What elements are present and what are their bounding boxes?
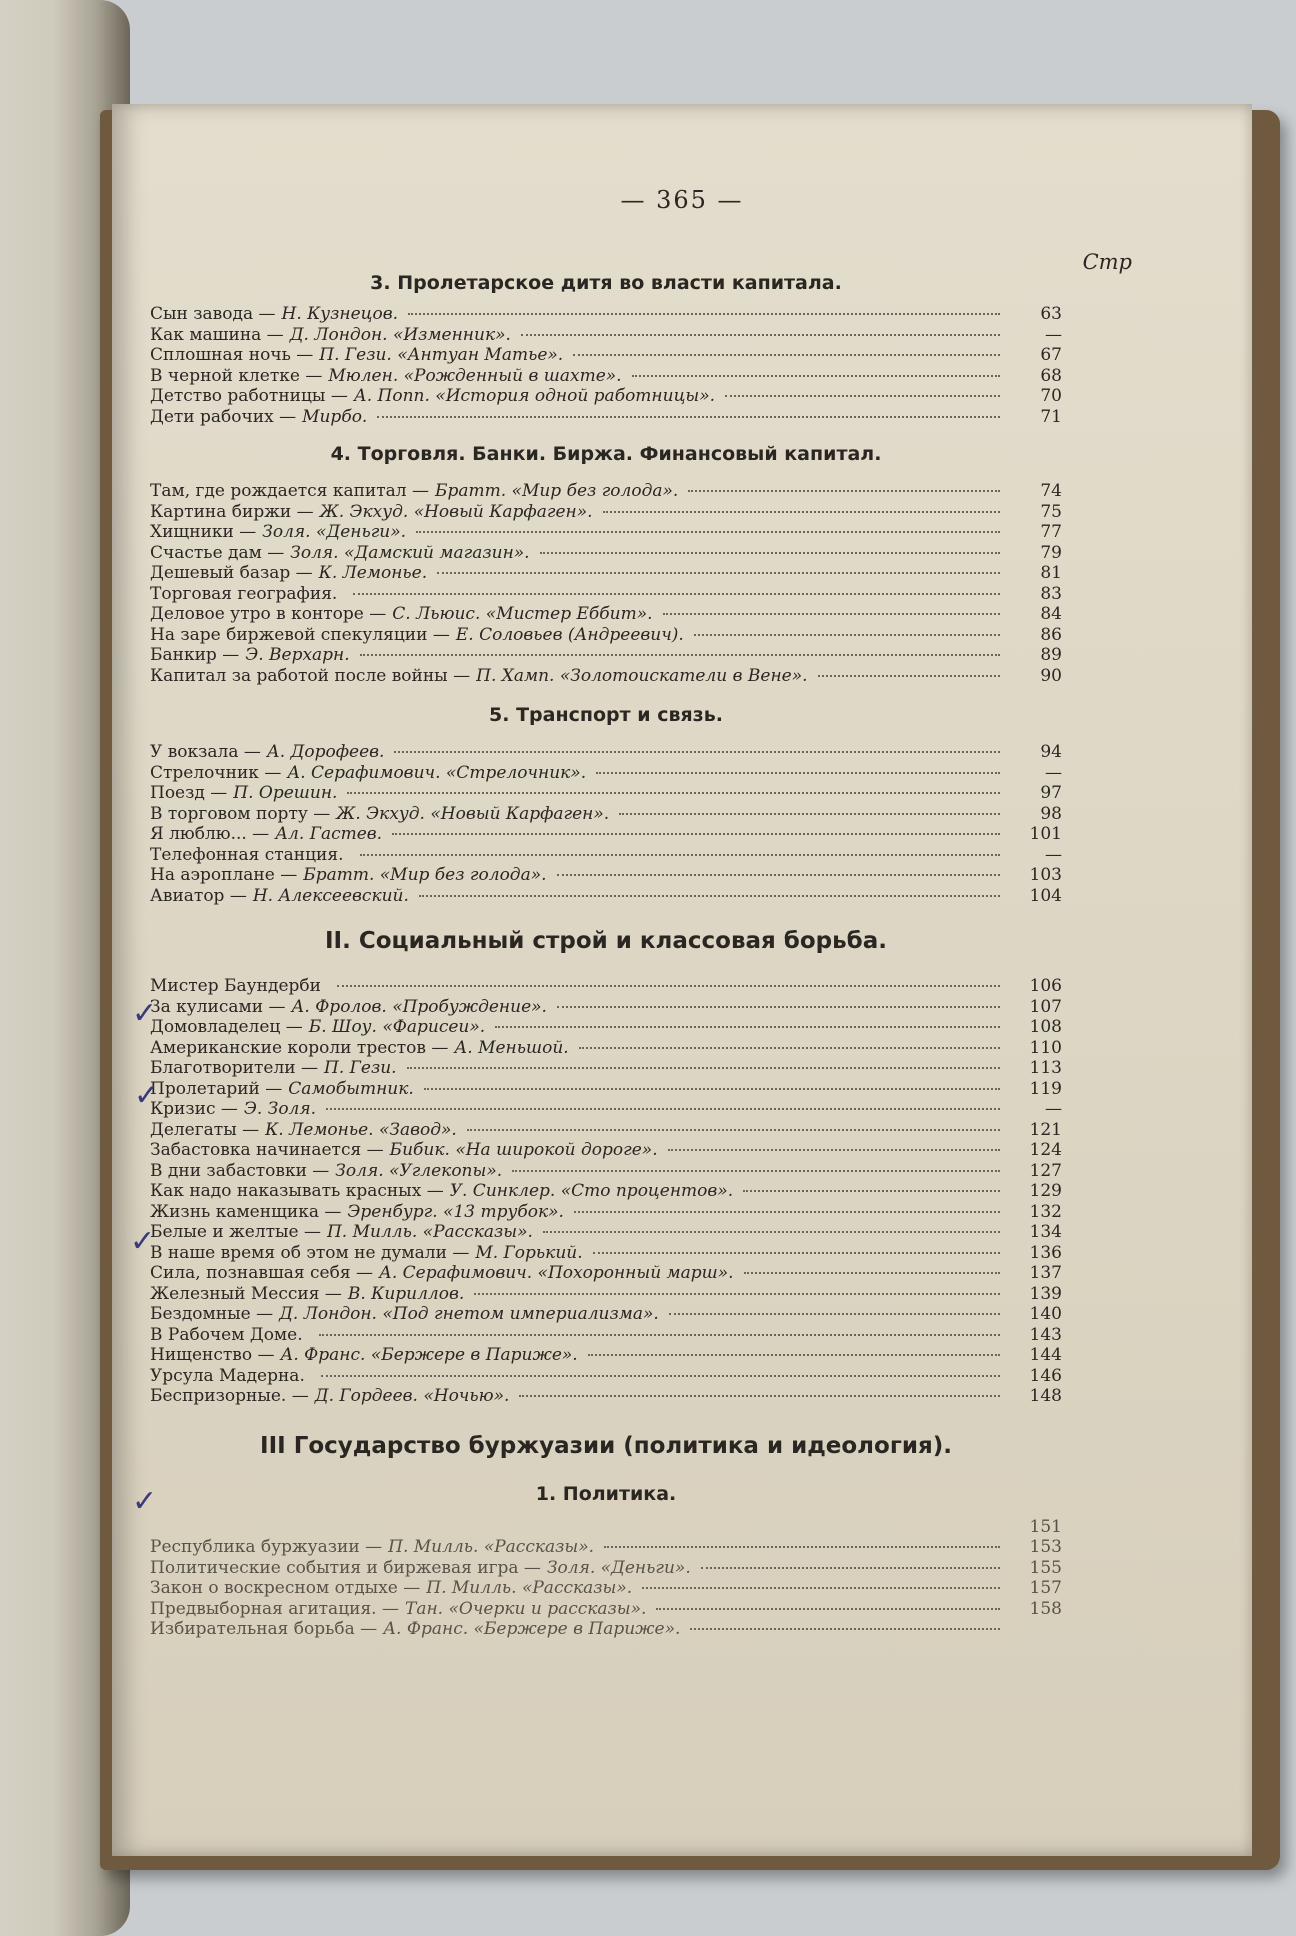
toc-entry [150,345,1062,366]
entry-page: 70 [1040,386,1062,406]
entry-page: 90 [1040,665,1062,686]
entry-page: 153 [1029,1537,1062,1557]
entry-source: Братт. «Мир без голода». [303,865,547,885]
entry-source: Бибик. «На широкой дороге». [389,1140,658,1160]
entry-title: Там, где рождается капитал — [150,481,429,501]
entry-page: 101 [1029,824,1062,844]
entry-source: Золя. «Углекопы». [335,1160,503,1181]
toc-entry [150,563,1062,584]
toc-entry [150,366,1062,387]
entry-title: Авиатор — [150,885,247,906]
toc-entry [150,976,1062,997]
entry-page: 104 [1029,885,1062,906]
toc-entry [150,1619,1062,1640]
leader-dots [408,312,1000,315]
leader-dots [326,1107,1000,1110]
entry-title: Кризис — [150,1099,238,1119]
toc-entry [150,845,1062,866]
toc-entry [150,1079,1062,1100]
entry-title: Капитал за работой после войны — [150,665,471,686]
entry-title: Бездомные — [150,1304,274,1324]
leader-dots [604,1545,1000,1548]
toc-entry [150,1558,1062,1579]
entry-list [150,304,1062,427]
entry-page: 79 [1040,542,1062,563]
entry-source: А. Дорофеев. [266,742,385,762]
leader-dots [557,1005,1000,1008]
entry-source: Мирбо. [302,406,368,427]
entry-list [150,976,1062,1407]
entry-page: 155 [1029,1557,1062,1578]
entry-title: В дни забастовки — [150,1160,330,1181]
pencil-checkmark-icon: ✓ [132,1484,158,1519]
entry-page: 140 [1029,1304,1062,1324]
leader-dots [360,653,1000,656]
toc-entry [150,804,1062,825]
entry-page: 157 [1029,1578,1062,1598]
toc-entry [150,1599,1062,1620]
entry-page: 108 [1029,1017,1062,1037]
entry-source: А. Серафимович. «Стрелочник». [287,762,587,783]
leader-dots [743,1189,1000,1192]
leader-dots [744,1271,1000,1274]
entry-title: Домовладелец — [150,1017,303,1037]
leader-dots [588,1353,1000,1356]
entry-source: Ж. Экхуд. «Новый Карфаген». [336,803,610,824]
pencil-checkmark-icon: ✓ [130,1224,156,1259]
entry-title: Сила, познавшая себя — [150,1263,373,1283]
section-heading: 5. Транспорт и связь. [489,704,723,726]
toc-entry [150,325,1062,346]
toc-entry [150,1099,1062,1120]
entry-page: 84 [1040,604,1062,624]
leader-dots [688,489,1000,492]
entry-source: П. Гези. «Антуан Матье». [319,345,564,365]
leader-dots [663,612,1000,615]
leader-dots [321,1374,1000,1377]
leader-dots [619,812,1000,815]
entry-title: Хищники — [150,522,257,542]
leader-dots [573,353,1000,356]
toc-entry [150,522,1062,543]
section-heading: 3. Пролетарское дитя во власти капитала. [370,272,842,294]
entry-title: Счастье дам — [150,542,285,563]
entry-page: 121 [1029,1119,1062,1140]
entry-source: Мюлен. «Рожденный в шахте». [328,365,622,386]
leader-dots [656,1607,1000,1610]
entry-title: Белые и желтые — [150,1222,321,1242]
entry-page: 81 [1040,563,1062,583]
toc-entry [150,1517,1062,1538]
entry-page: 77 [1040,522,1062,542]
entry-page: 113 [1029,1058,1062,1078]
entry-source: А. Попп. «История одной работницы». [353,386,716,406]
toc-entry [150,386,1062,407]
leader-dots [632,374,1000,377]
entry-source: С. Льюис. «Мистер Еббит». [392,604,653,624]
entry-page: 98 [1040,803,1062,824]
leader-dots [392,832,1000,835]
toc-entry [150,1386,1062,1407]
toc-entry [150,502,1062,523]
leader-dots [540,551,1000,554]
toc-entry [150,604,1062,625]
entry-title: В Рабочем Доме. [150,1324,303,1345]
entry-title: Мистер Баундерби [150,976,321,996]
toc-entry [150,763,1062,784]
toc-entry [150,481,1062,502]
toc-entry [150,645,1062,666]
entry-source: Е. Соловьев (Андреевич). [455,624,684,645]
entry-page: 127 [1029,1160,1062,1181]
leader-dots [394,750,1000,753]
entry-title: Жизнь каменщика — [150,1201,342,1222]
leader-dots [694,633,1000,636]
entry-source: П. Милль. «Рассказы». [388,1537,595,1557]
entry-page: 144 [1029,1345,1062,1365]
entry-page: 129 [1029,1181,1062,1201]
toc-entry [150,1537,1062,1558]
entry-page: 151 [1029,1516,1062,1537]
entry-title: Избирательная борьба — [150,1619,378,1639]
entry-title: В торговом порту — [150,803,331,824]
entry-title: Торговая география. [150,583,338,604]
entry-source: Братт. «Мир без голода». [434,481,679,501]
entry-source: К. Лемонье. «Завод». [265,1119,457,1140]
entry-source: П. Орешин. [233,783,338,803]
toc-entry [150,584,1062,605]
entry-title: Пролетарий — [150,1078,283,1099]
toc-entry [150,1243,1062,1264]
toc-entry [150,1284,1062,1305]
entry-source: Д. Лондон. «Изменник». [289,324,511,345]
entry-page: 119 [1029,1078,1062,1099]
entry-title: На заре биржевой спекуляции — [150,624,450,645]
entry-title: Картина биржи — [150,501,314,522]
entry-title: Закон о воскресном отдыхе — [150,1578,421,1598]
entry-page: 124 [1029,1140,1062,1160]
toc-entry [150,1181,1062,1202]
entry-page: 63 [1040,304,1062,324]
leader-dots [642,1586,1000,1589]
entry-title: Республика буржуазии — [150,1537,383,1557]
leader-dots [437,571,1000,574]
entry-title: Дешевый базар — [150,563,313,583]
entry-source: П. Гези. [324,1058,397,1078]
entry-page: — [1045,324,1062,345]
entry-title: Беспризорные. — [150,1386,309,1406]
entry-source: М. Горький. [475,1242,583,1263]
toc-section [150,272,1062,427]
entry-title: Предвыборная агитация. — [150,1598,399,1619]
toc-entry [150,997,1062,1018]
entry-title: Как машина — [150,324,284,345]
entry-title: Деловое утро в конторе — [150,604,387,624]
leader-dots [669,1312,1000,1315]
entry-title: За кулисами — [150,996,286,1017]
toc-section [150,704,1062,906]
book-page [112,104,1252,1856]
leader-dots [818,674,1000,677]
entry-source: Д. Гордеев. «Ночью». [314,1386,510,1406]
leader-dots [319,1333,1000,1336]
entry-page: 97 [1040,783,1062,803]
entry-page: 132 [1029,1201,1062,1222]
toc-entry [150,1202,1062,1223]
entry-list [150,742,1062,906]
leader-dots [424,1087,1000,1090]
leader-dots [474,1292,1000,1295]
entry-title: Поезд — [150,783,228,803]
entry-source: А. Франс. «Бержере в Париже». [383,1619,681,1639]
entry-page: 71 [1040,406,1062,427]
leader-dots [701,1566,1000,1569]
toc-entry [150,666,1062,687]
entry-page: 106 [1029,976,1062,996]
entry-title: Банкир — [150,645,240,665]
entry-source: П. Милль. «Рассказы». [326,1222,533,1242]
entry-source: П. Хамп. «Золотоискатели в Вене». [476,665,808,686]
leader-dots [596,771,1000,774]
entry-source: Ал. Гастев. [275,824,383,844]
entry-title: Сын завода — [150,304,276,324]
toc-entry [150,1120,1062,1141]
toc-entry [150,625,1062,646]
leader-dots [593,1251,1000,1254]
entry-source: А. Фролов. «Пробуждение». [291,996,547,1017]
toc-entry [150,886,1062,907]
leader-dots [166,1525,1000,1528]
page-column-label: Стр [1082,250,1132,274]
entry-page: 107 [1029,996,1062,1017]
leader-dots [690,1627,1000,1630]
toc-entry [150,1038,1062,1059]
entry-source: Эренбург. «13 трубок». [347,1201,564,1222]
entry-title: Сплошная ночь — [150,345,314,365]
entry-page: 146 [1029,1365,1062,1386]
toc-entry [150,1325,1062,1346]
toc-part [150,1433,1062,1640]
entry-page: 68 [1040,365,1062,386]
entry-source: А. Франс. «Бержере в Париже». [280,1345,578,1365]
entry-source: В. Кириллов. [347,1283,465,1304]
entry-title: Политические события и биржевая игра — [150,1557,541,1578]
entry-page: 134 [1029,1222,1062,1242]
toc-entry [150,1304,1062,1325]
toc-entry [150,1263,1062,1284]
entry-page: 103 [1029,865,1062,885]
pencil-checkmark-icon: ✓ [132,996,158,1031]
pencil-checkmark-icon: ✓ [134,1078,160,1113]
entry-page: 143 [1029,1324,1062,1345]
entry-page: 158 [1029,1598,1062,1619]
leader-dots [337,984,1000,987]
entry-title: Дети рабочих — [150,406,297,427]
entry-title: Нищенство — [150,1345,275,1365]
leader-dots [347,791,1000,794]
leader-dots [467,1128,1000,1131]
leader-dots [579,1046,1000,1049]
section-heading: 1. Политика. [535,1482,677,1505]
leader-dots [603,510,1000,513]
entry-source: Ж. Экхуд. «Новый Карфаген». [319,501,593,522]
entry-title: Урсула Мадерна. [150,1365,305,1386]
toc-entry [150,865,1062,886]
entry-source: Тан. «Очерки и рассказы». [405,1598,647,1619]
leader-dots [419,894,1000,897]
entry-page: 86 [1040,624,1062,645]
toc-entry [150,1161,1062,1182]
toc-entry [150,304,1062,325]
entry-source: Д. Лондон. «Под гнетом империализма». [279,1304,659,1324]
entry-source: Золя. «Дамский магазин». [290,542,530,563]
section-heading: 4. Торговля. Банки. Биржа. Финансовый капитал. [330,443,882,465]
entry-source: Золя. «Деньги». [262,522,407,542]
entry-page: 74 [1040,481,1062,501]
entry-page: 148 [1029,1386,1062,1406]
entry-title: Детство работницы — [150,386,348,406]
leader-dots [377,415,1000,418]
entry-title: Делегаты — [150,1119,260,1140]
leader-dots [407,1066,1000,1069]
entry-source: А. Серафимович. «Похоронный марш». [378,1263,734,1283]
leader-dots [360,853,1000,856]
entry-title: Телефонная станция. [150,844,344,865]
entry-title: В черной клетке — [150,365,323,386]
toc-entry [150,1222,1062,1243]
entry-source: Э. Верхарн. [245,645,350,665]
entry-source: П. Милль. «Рассказы». [426,1578,633,1598]
toc-entry [150,783,1062,804]
toc-section [150,443,1062,686]
entry-title: Железный Мессия — [150,1283,342,1304]
entry-source: У. Синклер. «Сто процентов». [449,1181,734,1201]
entry-title: У вокзала — [150,742,261,762]
entry-title: Как надо наказывать красных — [150,1181,444,1201]
entry-page: 83 [1040,583,1062,604]
toc-entry [150,1345,1062,1366]
leader-dots [519,1394,1000,1397]
entry-title: Американские короли трестов — [150,1037,449,1058]
toc-entry [150,1017,1062,1038]
entry-source: Самобытник. [288,1078,414,1099]
entry-source: Золя. «Деньги». [546,1557,691,1578]
toc-entry [150,407,1062,428]
entry-page: 110 [1029,1037,1062,1058]
entry-source: Н. Кузнецов. [281,304,399,324]
part-heading: II. Социальный строй и классовая борьба. [325,928,887,954]
leader-dots [543,1230,1000,1233]
leader-dots [521,333,1000,336]
toc-entry [150,1140,1062,1161]
entry-page: 137 [1029,1263,1062,1283]
toc-entry [150,1058,1062,1079]
entry-source: А. Меньшой. [454,1037,569,1058]
entry-page: 75 [1040,501,1062,522]
entry-source: Э. Золя. [243,1099,317,1119]
leader-dots [574,1210,1000,1213]
entry-page: — [1045,762,1062,783]
toc-entry [150,543,1062,564]
toc-entry [150,1578,1062,1599]
entry-title: В наше время об этом не думали — [150,1242,470,1263]
leader-dots [353,592,1000,595]
table-of-contents [150,264,1062,1640]
entry-title: Благотворители — [150,1058,318,1078]
leader-dots [495,1025,1000,1028]
entry-page: 89 [1040,645,1062,665]
leader-dots [557,873,1000,876]
entry-page: — [1045,844,1062,865]
toc-entry [150,824,1062,845]
entry-title: На аэроплане — [150,865,298,885]
page-number: — 365 — [620,186,744,214]
leader-dots [512,1169,1000,1172]
entry-page: 136 [1029,1242,1062,1263]
entry-title: Я люблю... — [150,824,270,844]
entry-page: 94 [1040,742,1062,762]
entry-title: Забастовка начинается — [150,1140,384,1160]
entry-page: 67 [1040,345,1062,365]
entry-list [150,1517,1062,1640]
leader-dots [668,1148,1000,1151]
part-heading: III Государство буржуазии (политика и идеология). [260,1432,952,1459]
entry-page: 139 [1029,1283,1062,1304]
entry-list [150,481,1062,686]
entry-source: Б. Шоу. «Фарисеи». [308,1017,486,1037]
toc-entry [150,1366,1062,1387]
entry-title: Стрелочник — [150,762,282,783]
leader-dots [725,394,1000,397]
entry-source: Н. Алексеевский. [252,885,409,906]
entry-source: К. Лемонье. [318,563,428,583]
toc-part [150,928,1062,1407]
toc-entry [150,742,1062,763]
entry-page: — [1045,1099,1062,1119]
leader-dots [416,530,1000,533]
